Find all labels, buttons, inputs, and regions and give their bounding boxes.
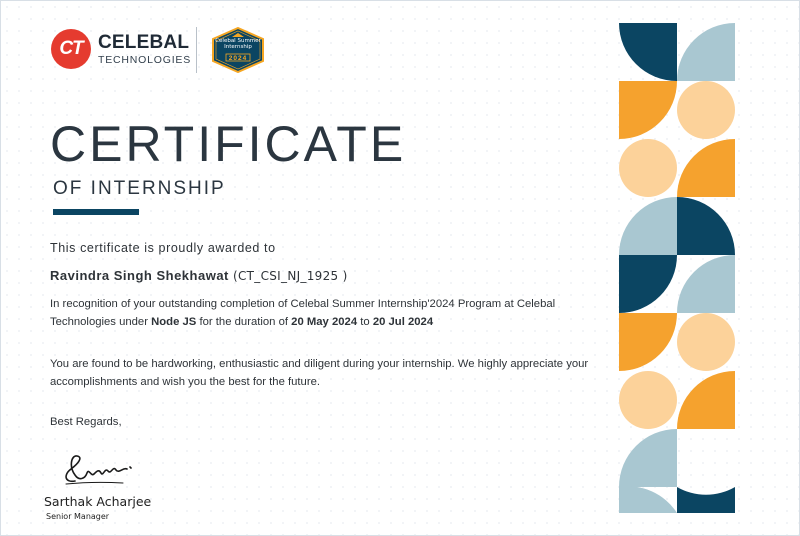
duration-prefix: for the duration of [196,316,292,328]
to-word: to [357,316,373,328]
recognition-paragraph [50,295,590,331]
start-date: 20 May 2024 [291,316,358,328]
recipient-id: (CT_CSI_NJ_1925 ) [228,269,348,283]
internship-badge [211,27,265,73]
badge-line-1: Celebal Summer [215,38,261,44]
logo-divider [196,27,197,73]
appreciation-paragraph: You are found to be hardworking, enthusiastic and diligent during your internship. We highly appreciate your accomplishments and wish you the best for the future. [50,358,589,388]
ct-logo-icon: CT [51,29,91,69]
internship-domain: Node JS [151,316,197,328]
signatory-name: Sarthak Acharjee [44,494,152,509]
regards-text: Best Regards, [50,416,122,428]
celebal-logo [51,29,191,69]
recipient [50,268,348,283]
recognition-prefix: In recognition of your outstanding completion of Celebal Summer Internship'2024 Program at Celebal Technologies under [50,298,556,328]
geometric-pattern [619,23,735,513]
recipient-name: Ravindra Singh Shekhawat [50,268,229,283]
signatory-role: Senior Manager [46,512,110,521]
certificate-subtitle: OF INTERNSHIP [53,178,226,199]
title-underline [53,209,139,215]
brand-tagline: TECHNOLOGIES [98,53,192,66]
brand-name: CELEBAL [98,31,190,53]
awarded-text: This certificate is proudly awarded to [50,241,276,255]
logo-text [98,33,191,66]
signature-icon [61,453,141,489]
hexagon-badge-icon [211,27,265,73]
certificate-title: CERTIFICATE [50,116,407,172]
badge-label [211,38,265,50]
end-date: 20 Jul 2024 [372,316,434,328]
badge-year: 2024 [228,55,248,62]
badge-line-2: Internship [224,44,252,50]
